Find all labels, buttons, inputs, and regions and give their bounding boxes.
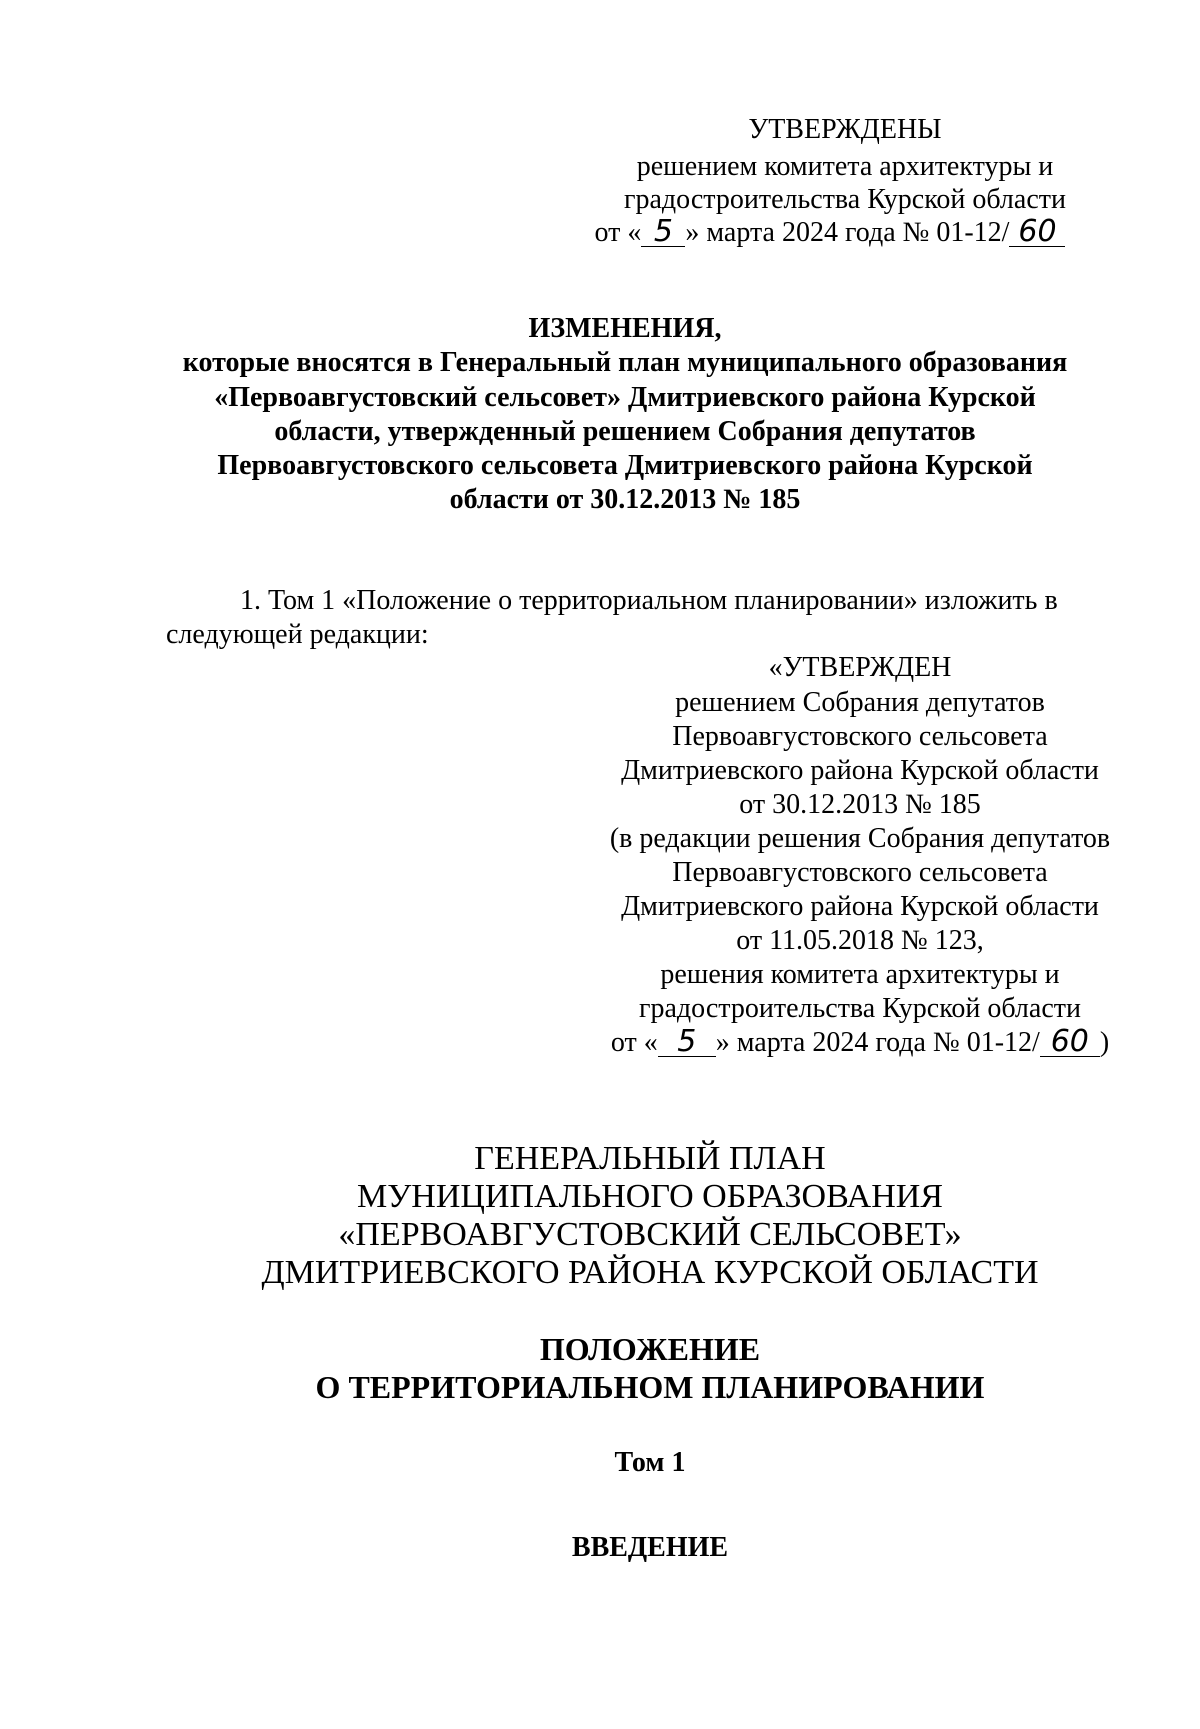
general-plan-line-1: ГЕНЕРАЛЬНЫЙ ПЛАН [474, 1140, 826, 1177]
general-plan-line-2: МУНИЦИПАЛЬНОГО ОБРАЗОВАНИЯ [357, 1178, 943, 1215]
approved-date-suffix: ) [1099, 1027, 1110, 1058]
approval-handwritten-day: 5 [641, 218, 685, 247]
approved-date-middle: » марта 2024 года № 01-12/ [715, 1027, 1040, 1058]
item-1-line-1: 1. Том 1 «Положение о территориальном планировании» изложить в [240, 585, 1058, 616]
approved-line-3: Первоавгустовского сельсовета [672, 721, 1048, 752]
approved-handwritten-day: 5 [658, 1028, 716, 1057]
approved-line-5: от 30.12.2013 № 185 [739, 789, 981, 820]
approved-line-10: решения комитета архитектуры и [660, 959, 1060, 990]
changes-line-2: «Первоавгустовский сельсовет» Дмитриевского района Курской [214, 382, 1036, 413]
general-plan-line-3: «ПЕРВОАВГУСТОВСКИЙ СЕЛЬСОВЕТ» [338, 1216, 962, 1253]
introduction-heading: ВВЕДЕНИЕ [571, 1532, 729, 1563]
approval-date [560, 216, 1100, 249]
approved-line-4: Дмитриевского района Курской области [621, 755, 1099, 786]
approval-title: УТВЕРЖДЕНЫ [748, 114, 942, 145]
general-plan-line-4: ДМИТРИЕВСКОГО РАЙОНА КУРСКОЙ ОБЛАСТИ [261, 1254, 1039, 1291]
changes-title: ИЗМЕНЕНИЯ, [528, 313, 722, 344]
approved-date [580, 1026, 1140, 1059]
changes-line-3: области, утвержденный решением Собрания депутатов [274, 416, 976, 447]
approved-line-11: градостроительства Курской области [639, 993, 1081, 1024]
approval-date-middle: » марта 2024 года № 01-12/ [685, 217, 1010, 248]
approval-date-prefix: от « [594, 217, 642, 248]
approval-handwritten-number: 60 [1009, 218, 1065, 247]
regulation-line-1: ПОЛОЖЕНИЕ [539, 1331, 761, 1367]
changes-line-5: области от 30.12.2013 № 185 [449, 484, 801, 515]
approval-line-1: решением комитета архитектуры и [636, 151, 1054, 182]
changes-line-1: которые вносятся в Генеральный план муниципального образования [182, 347, 1068, 378]
regulation-line-2: О ТЕРРИТОРИАЛЬНОМ ПЛАНИРОВАНИИ [315, 1369, 985, 1405]
approved-line-2: решением Собрания депутатов [675, 687, 1045, 718]
approved-date-prefix: от « [610, 1027, 658, 1058]
approved-line-9: от 11.05.2018 № 123, [736, 925, 984, 956]
volume-label: Том 1 [614, 1447, 686, 1478]
item-1-line-2: следующей редакции: [166, 619, 429, 650]
approved-line-1: «УТВЕРЖДЕН [768, 652, 952, 683]
approved-line-7: Первоавгустовского сельсовета [672, 857, 1048, 888]
approved-handwritten-number: 60 [1040, 1028, 1100, 1057]
approved-line-6: (в редакции решения Собрания депутатов [609, 823, 1111, 854]
changes-line-4: Первоавгустовского сельсовета Дмитриевского района Курской [217, 450, 1033, 481]
approved-line-8: Дмитриевского района Курской области [621, 891, 1099, 922]
approval-line-2: градостроительства Курской области [624, 184, 1066, 215]
